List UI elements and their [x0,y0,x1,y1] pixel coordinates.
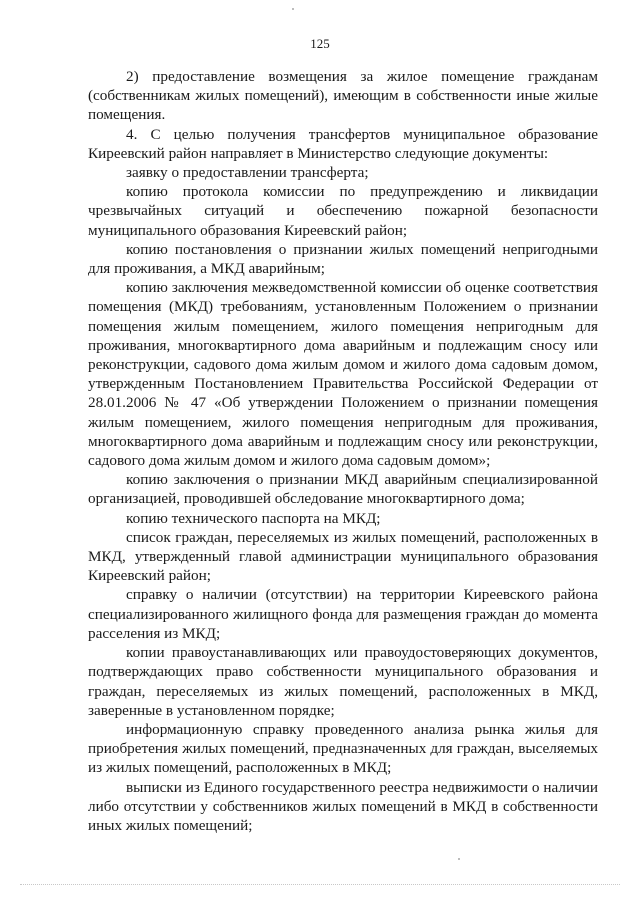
paragraph: информационную справку проведенного анализа рынка жилья для приобретения жилых помещений, предназначенных для граждан, выселяемых из жилых помещений, расположенных в МКД; [88,720,598,777]
scan-artifact-dot [292,8,294,10]
paragraph: копию технического паспорта на МКД; [126,509,381,527]
paragraph: 2) предоставление возмещения за жилое помещение гражданам (собственникам жилых помещений), имеющим в собственности иные жилые помещения. [88,68,598,124]
paragraph: копию постановления о признании жилых помещений непригодными для проживания, а МКД аварийным; [88,240,598,278]
paragraph: справку о наличии (отсутствии) на территории Киреевского района специализированного жилищного фонда для размещения граждан до момента расселения из МКД; [88,586,598,642]
paragraph: копии правоустанавливающих или правоудостоверяющих документов, подтверждающих право собственности муниципального образования и граждан, переселяемых из жилых помещений, расположенных в МКД, заверенные в установленном порядке; [88,644,598,719]
paragraph: список граждан, переселяемых из жилых помещений, расположенных в МКД, утвержденный главой администрации муниципального образования Киреевский район; [88,528,598,585]
scan-artifact-dot [458,858,460,860]
paragraph: копию заключения межведомственной комиссии об оценке соответствия помещения (МКД) требованиям, установленным Положением о признании помещения жилым помещением, жилого помещения непригодным для проживания, многоквартирного дома аварийным и подлежащим сносу или реконструкции, садового дома жилым домом и жилого дома садовым домом, утвержденным Постановлением Правительства Российской Федерации от 28.01.2006 № 47 «Об утверждении Положением о признании помещения жилым помещением, жилого помещения непригодным для проживания, многоквартирного дома аварийным и подлежащим сносу или реконструкции, садового дома жилым домом и жилого дома садовым домом»; [88,279,598,470]
paragraph: заявку о предоставлении трансферта; [126,164,369,182]
paragraph: копию протокола комиссии по предупреждению и ликвидации чрезвычайных ситуаций и обеспечению пожарной безопасности муниципального образования Киреевский район; [88,183,598,239]
paragraph: выписки из Единого государственного реестра недвижимости о наличии либо отсутствии у собственников жилых помещений в МКД в собственности иных жилых помещений; [88,778,598,834]
paragraph: 4. С целью получения трансфертов муниципальное образование Киреевский район направляет в Министерство следующие документы: [88,125,598,162]
document-body [88,67,598,835]
scan-artifact-line [20,884,620,887]
page-number: 125 [310,36,330,51]
paragraph: копию заключения о признании МКД аварийным специализированной организацией, проводившей обследование многоквартирного дома; [88,471,598,508]
